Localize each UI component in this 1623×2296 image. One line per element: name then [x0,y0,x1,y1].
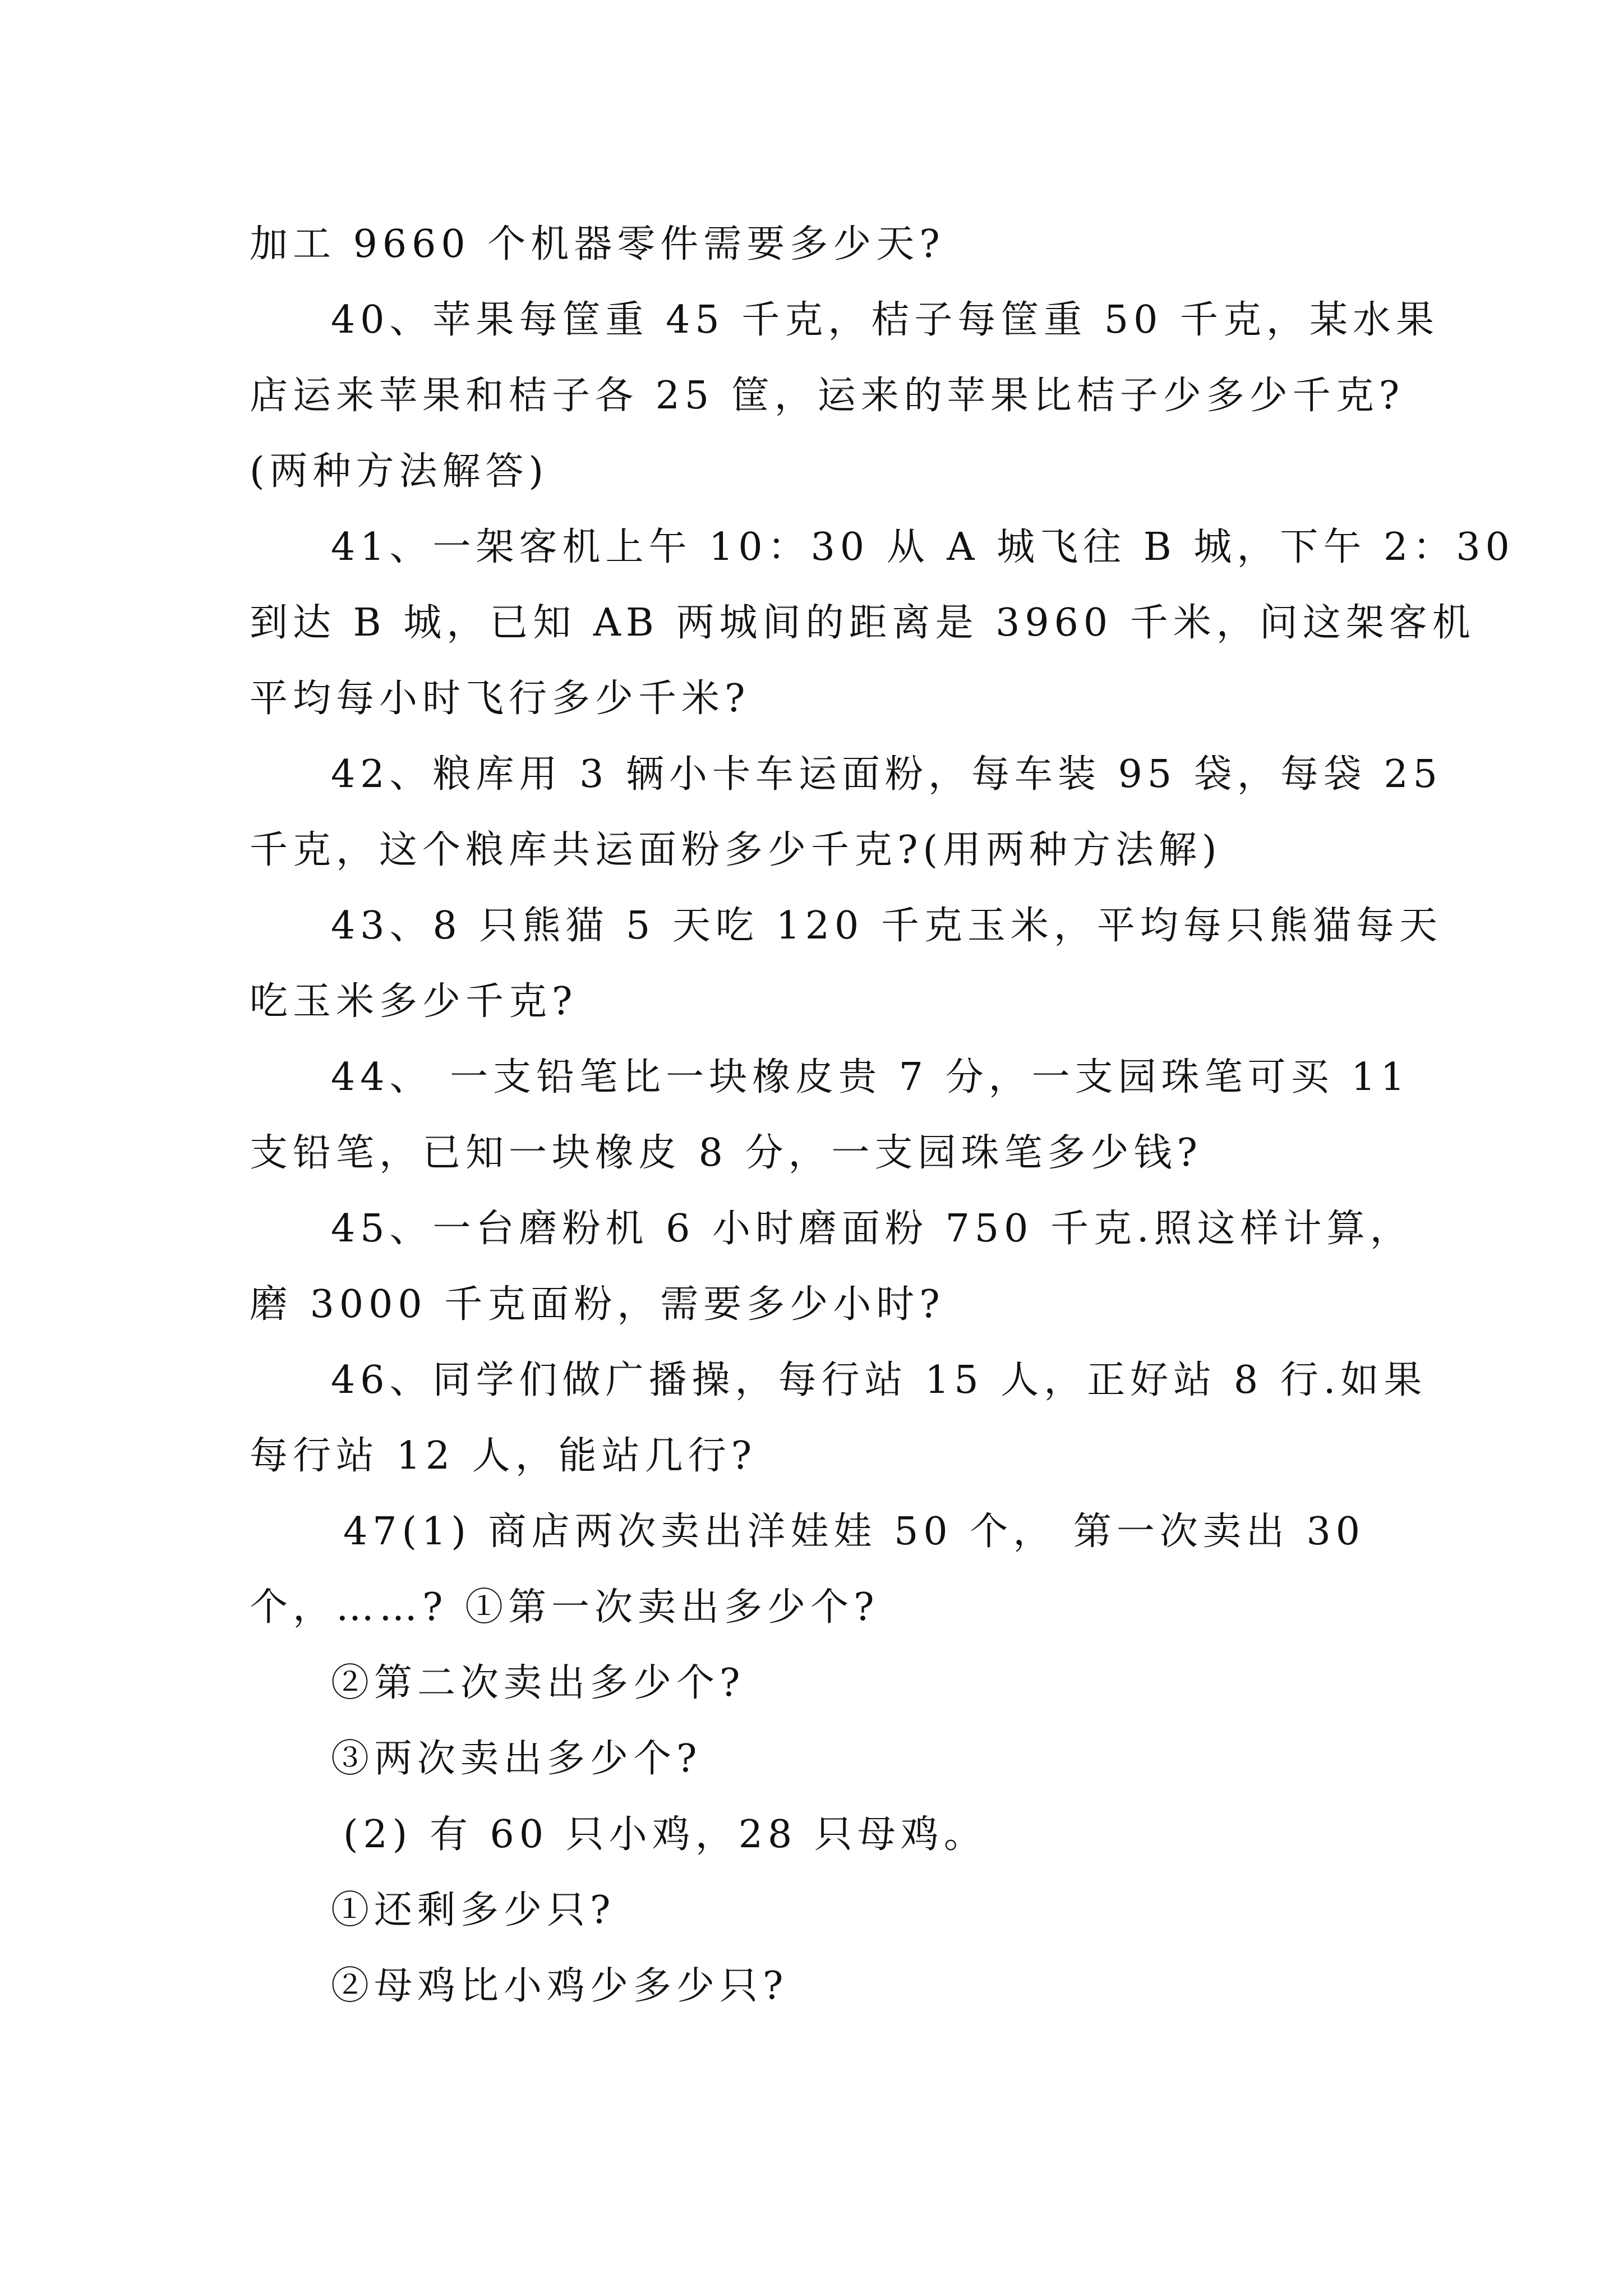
question-47-part-2-subitem-2: ②母鸡比小鸡少多少只? [331,1964,789,2008]
question-40-line-3: (两种方法解答) [250,449,549,494]
question-40-line-2: 店运来苹果和桔子各 25 筐，运来的苹果比桔子少多少千克? [250,374,1405,418]
question-42-line-2: 千克，这个粮库共运面粉多少千克?(用两种方法解) [250,828,1222,872]
question-45-line-1: 45、一台磨粉机 6 小时磨面粉 750 千克.照这样计算， [331,1207,1413,1251]
question-41-line-1: 41、一架客机上午 10：30 从 A 城飞往 B 城，下午 2：30 [331,525,1515,569]
question-47-subitem-2: ②第二次卖出多少个? [331,1661,745,1705]
question-47-part-2: (2) 有 60 只小鸡，28 只母鸡。 [343,1812,987,1857]
question-47-subitem-3: ③两次卖出多少个? [331,1737,702,1781]
question-40-line-1: 40、苹果每筐重 45 千克，桔子每筐重 50 千克，某水果 [331,298,1440,342]
question-47-line-1: 47(1) 商店两次卖出洋娃娃 50 个， 第一次卖出 30 [343,1510,1365,1554]
question-46-line-1: 46、同学们做广播操，每行站 15 人，正好站 8 行.如果 [331,1358,1427,1402]
question-41-line-3: 平均每小时飞行多少千米? [250,677,750,721]
question-43-line-2: 吃玉米多少千克? [250,979,578,1024]
question-44-line-2: 支铅笔，已知一块橡皮 8 分，一支园珠笔多少钱? [250,1131,1202,1175]
question-43-line-1: 43、8 只熊猫 5 天吃 120 千克玉米，平均每只熊猫每天 [331,904,1442,948]
question-44-line-1: 44、 一支铅笔比一块橡皮贵 7 分，一支园珠笔可买 11 [331,1055,1410,1099]
question-41-line-2: 到达 B 城，已知 AB 两城间的距离是 3960 千米，问这架客机 [250,601,1476,645]
text-line-1: 加工 9660 个机器零件需要多少天? [250,222,945,266]
question-42-line-1: 42、粮库用 3 辆小卡车运面粉，每车装 95 袋，每袋 25 [331,752,1442,797]
question-45-line-2: 磨 3000 千克面粉，需要多少小时? [250,1282,945,1327]
question-47-part-2-subitem-1: ①还剩多少只? [331,1888,616,1932]
question-47-line-2: 个，……? ①第一次卖出多少个? [250,1585,879,1630]
question-46-line-2: 每行站 12 人，能站几行? [250,1434,757,1478]
